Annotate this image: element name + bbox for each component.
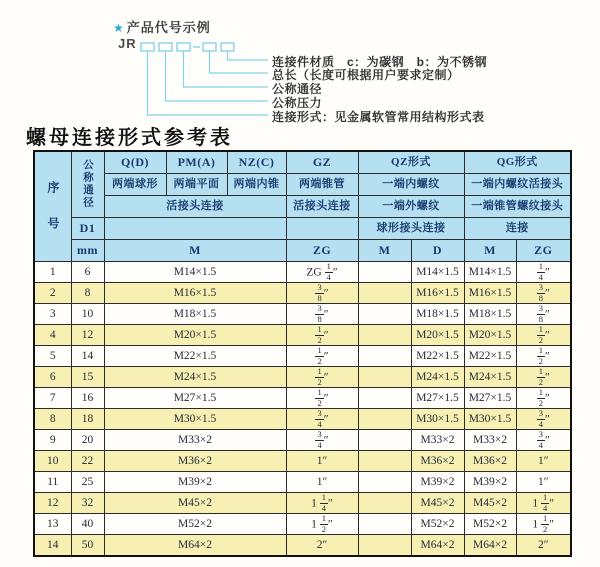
cell-dn: 16 [71, 388, 104, 409]
cell-qz-m [358, 367, 411, 388]
header-gz: GZ [286, 151, 358, 174]
cell-seq: 8 [34, 409, 71, 430]
cell-qz-d: M39×2 [411, 472, 464, 493]
cell-qz-m [358, 451, 411, 472]
cell-qz-d: M45×2 [411, 493, 464, 514]
cell-qz-m [358, 262, 411, 283]
connector-line [184, 51, 269, 87]
cell-zg: $\frac{1}{2}$ ″ [286, 388, 358, 409]
cell-qg-zg: $\frac{1}{2}$ ″ [516, 325, 571, 346]
cell-dn: 6 [71, 262, 104, 283]
cell-seq: 14 [34, 535, 71, 556]
table-row [34, 514, 571, 535]
cell-qz-m [358, 514, 411, 535]
cell-m: M14×1.5 [104, 262, 286, 283]
header-qg-zg: ZG [516, 240, 571, 262]
cell-qz-d: M16×1.5 [411, 283, 464, 304]
cell-zg: $\frac{3}{4}$ ″ [286, 430, 358, 451]
cell-seq: 5 [34, 346, 71, 367]
table-row [34, 493, 571, 514]
cell-dn: 20 [71, 430, 104, 451]
cell-zg: 1″ [286, 472, 358, 493]
cell-qg-zg: $\frac{1}{2}$ ″ [516, 367, 571, 388]
cell-seq: 4 [34, 325, 71, 346]
cell-seq: 9 [34, 430, 71, 451]
cell-m: M16×1.5 [104, 283, 286, 304]
cell-qz-m [358, 388, 411, 409]
table-row [34, 430, 571, 451]
table-row [34, 262, 571, 283]
cell-dn: 22 [71, 451, 104, 472]
header-m: M [104, 240, 286, 262]
cell-qg-m: M36×2 [464, 451, 516, 472]
code-prefix: JR [118, 36, 137, 51]
code-label-length: 总长（长度可根据用户要求定制） [272, 68, 460, 82]
cell-qg-zg: $\frac{3}{8}$ ″ [516, 283, 571, 304]
cell-m: M20×1.5 [104, 325, 286, 346]
cell-m: M33×2 [104, 430, 286, 451]
cell-seq: 12 [34, 493, 71, 514]
cell-zg: 1″ [286, 451, 358, 472]
header-qz-d: D [411, 240, 464, 262]
header-qz: QZ形式 [358, 151, 464, 174]
header-pm-sub: 两端平面 [166, 174, 227, 196]
cell-qg-zg: $\frac{1}{2}$ ″ [516, 388, 571, 409]
header-nz-sub: 两端内锥 [227, 174, 286, 196]
cell-qg-m: M18×1.5 [464, 304, 516, 325]
code-box [203, 43, 216, 51]
cell-seq: 6 [34, 367, 71, 388]
cell-m: M18×1.5 [104, 304, 286, 325]
cell-m: M45×2 [104, 493, 286, 514]
cell-m: M36×2 [104, 451, 286, 472]
cell-qz-d: M64×2 [411, 535, 464, 556]
cell-m: M39×2 [104, 472, 286, 493]
table-row [34, 325, 571, 346]
table-body [34, 262, 571, 556]
header-q-sub: 两端球形 [104, 174, 166, 196]
cell-m: M24×1.5 [104, 367, 286, 388]
header-d1: D1 [71, 218, 104, 240]
cell-qz-d: M24×1.5 [411, 367, 464, 388]
cell-zg: $\frac{3}{8}$ ″ [286, 304, 358, 325]
cell-m: M27×1.5 [104, 388, 286, 409]
table-row [34, 409, 571, 430]
header-gz-conn: 活接头连接 [286, 196, 358, 218]
table-row [34, 388, 571, 409]
cell-qz-m [358, 325, 411, 346]
header-q: Q(D) [104, 151, 166, 174]
cell-qz-m [358, 409, 411, 430]
header-dn: 公称通径 [71, 151, 104, 218]
cell-m: M22×1.5 [104, 346, 286, 367]
cell-qg-zg: 1 $\frac{1}{2}$ ″ [516, 514, 571, 535]
table-row [34, 346, 571, 367]
cell-qz-d: M52×2 [411, 514, 464, 535]
cell-dn: 50 [71, 535, 104, 556]
cell-seq: 11 [34, 472, 71, 493]
star-icon: ★ [113, 21, 125, 35]
cell-zg: $\frac{3}{8}$ ″ [286, 283, 358, 304]
table-row [34, 283, 571, 304]
cell-qg-m: M20×1.5 [464, 325, 516, 346]
cell-qg-m: M39×2 [464, 472, 516, 493]
header-mm: mm [71, 240, 104, 262]
cell-dn: 25 [71, 472, 104, 493]
header-qg-m: M [464, 240, 516, 262]
cell-dn: 12 [71, 325, 104, 346]
header-qz-sub3: 球形接头连接 [358, 218, 464, 240]
header-blank-gz [286, 218, 358, 240]
cell-seq: 7 [34, 388, 71, 409]
cell-dn: 10 [71, 304, 104, 325]
cell-qg-zg: $\frac{1}{2}$ ″ [516, 346, 571, 367]
connector-line [228, 51, 269, 60]
product-code-diagram [0, 0, 600, 135]
cell-qz-m [358, 493, 411, 514]
cell-qz-d: M22×1.5 [411, 346, 464, 367]
cell-zg: 1 $\frac{1}{4}$ ″ [286, 493, 358, 514]
table-row [34, 535, 571, 556]
cell-qg-zg: $\frac{1}{4}$ ″ [516, 262, 571, 283]
connector-line [166, 51, 269, 101]
cell-qg-zg: $\frac{3}{4}$ ″ [516, 409, 571, 430]
header-qz-sub1: 一端内螺纹 [358, 174, 464, 196]
cell-zg: $\frac{3}{4}$ ″ [286, 409, 358, 430]
cell-qg-zg: $\frac{3}{4}$ ″ [516, 430, 571, 451]
code-box [141, 43, 154, 51]
cell-qg-m: M24×1.5 [464, 367, 516, 388]
header-seq: 序号 [34, 151, 71, 262]
cell-qz-m [358, 304, 411, 325]
cell-m: M30×1.5 [104, 409, 286, 430]
table-row [34, 367, 571, 388]
code-box [159, 43, 172, 51]
cell-seq: 1 [34, 262, 71, 283]
cell-qz-d: M33×2 [411, 430, 464, 451]
cell-qz-d: M18×1.5 [411, 304, 464, 325]
cell-qg-m: M27×1.5 [464, 388, 516, 409]
cell-qz-d: M30×1.5 [411, 409, 464, 430]
diagram-heading [113, 17, 211, 36]
header-nz: NZ(C) [227, 151, 286, 174]
code-label-diameter: 公称通径 [272, 82, 323, 96]
table-row [34, 451, 571, 472]
cell-qg-zg: 2″ [516, 535, 571, 556]
cell-qg-m: M52×2 [464, 514, 516, 535]
header-blank-union [104, 218, 286, 240]
code-label-connection: 连接形式：见金属软管常用结构形式表 [272, 110, 485, 124]
cell-dn: 40 [71, 514, 104, 535]
cell-qg-m: M33×2 [464, 430, 516, 451]
cell-qg-m: M16×1.5 [464, 283, 516, 304]
code-box [221, 43, 234, 51]
header-pm: PM(A) [166, 151, 227, 174]
cell-qg-m: M30×1.5 [464, 409, 516, 430]
cell-qg-zg: $\frac{3}{8}$ ″ [516, 304, 571, 325]
cell-qz-d: M14×1.5 [411, 262, 464, 283]
header-qz-sub2: 一端外螺纹 [358, 196, 464, 218]
table-header [34, 151, 571, 262]
cell-m: M52×2 [104, 514, 286, 535]
cell-dn: 18 [71, 409, 104, 430]
cell-qg-zg: 1″ [516, 472, 571, 493]
cell-qg-m: M14×1.5 [464, 262, 516, 283]
connector-line [210, 51, 269, 73]
code-label-material: 连接件材质 c：为碳钢 b：为不锈钢 [272, 55, 488, 69]
cell-seq: 13 [34, 514, 71, 535]
table-row [34, 472, 571, 493]
cell-qz-d: M36×2 [411, 451, 464, 472]
code-box [177, 43, 190, 51]
cell-qg-zg: 1 $\frac{1}{4}$ ″ [516, 493, 571, 514]
table-row [34, 304, 571, 325]
table-title: 螺母连接形式参考表 [26, 127, 233, 149]
header-gz-sub: 两端锥管 [286, 174, 358, 196]
cell-qg-m: M45×2 [464, 493, 516, 514]
cell-m: M64×2 [104, 535, 286, 556]
cell-qz-m [358, 472, 411, 493]
cell-qz-m [358, 430, 411, 451]
cell-zg: $\frac{1}{2}$ ″ [286, 346, 358, 367]
nut-connection-table [33, 150, 572, 557]
cell-qz-m [358, 283, 411, 304]
cell-zg: $\frac{1}{2}$ ″ [286, 367, 358, 388]
cell-zg: 1 $\frac{1}{2}$ ″ [286, 514, 358, 535]
cell-qg-m: M64×2 [464, 535, 516, 556]
cell-qz-d: M27×1.5 [411, 388, 464, 409]
header-qg-sub3: 连接 [464, 218, 571, 240]
code-label-pressure: 公称压力 [272, 96, 323, 110]
cell-seq: 10 [34, 451, 71, 472]
cell-qg-m: M22×1.5 [464, 346, 516, 367]
cell-dn: 14 [71, 346, 104, 367]
cell-zg: 2″ [286, 535, 358, 556]
cell-seq: 2 [34, 283, 71, 304]
cell-dn: 8 [71, 283, 104, 304]
header-qg-sub1: 一端内螺纹活接头 [464, 174, 571, 196]
header-qg: QG形式 [464, 151, 571, 174]
cell-seq: 3 [34, 304, 71, 325]
header-qg-sub2: 一端锥管螺纹接头 [464, 196, 571, 218]
header-union-conn: 活接头连接 [104, 196, 286, 218]
diagram-heading-text: 产品代号示例 [126, 20, 211, 35]
cell-dn: 32 [71, 493, 104, 514]
cell-qz-d: M20×1.5 [411, 325, 464, 346]
cell-qz-m [358, 346, 411, 367]
reference-table-container [33, 150, 572, 557]
header-zg: ZG [286, 240, 358, 262]
cell-qg-zg: 1″ [516, 451, 571, 472]
cell-zg: $\frac{1}{2}$ ″ [286, 325, 358, 346]
cell-qz-m [358, 535, 411, 556]
cell-dn: 15 [71, 367, 104, 388]
cell-zg: ZG $\frac{1}{4}$ ″ [286, 262, 358, 283]
header-qz-m: M [358, 240, 411, 262]
